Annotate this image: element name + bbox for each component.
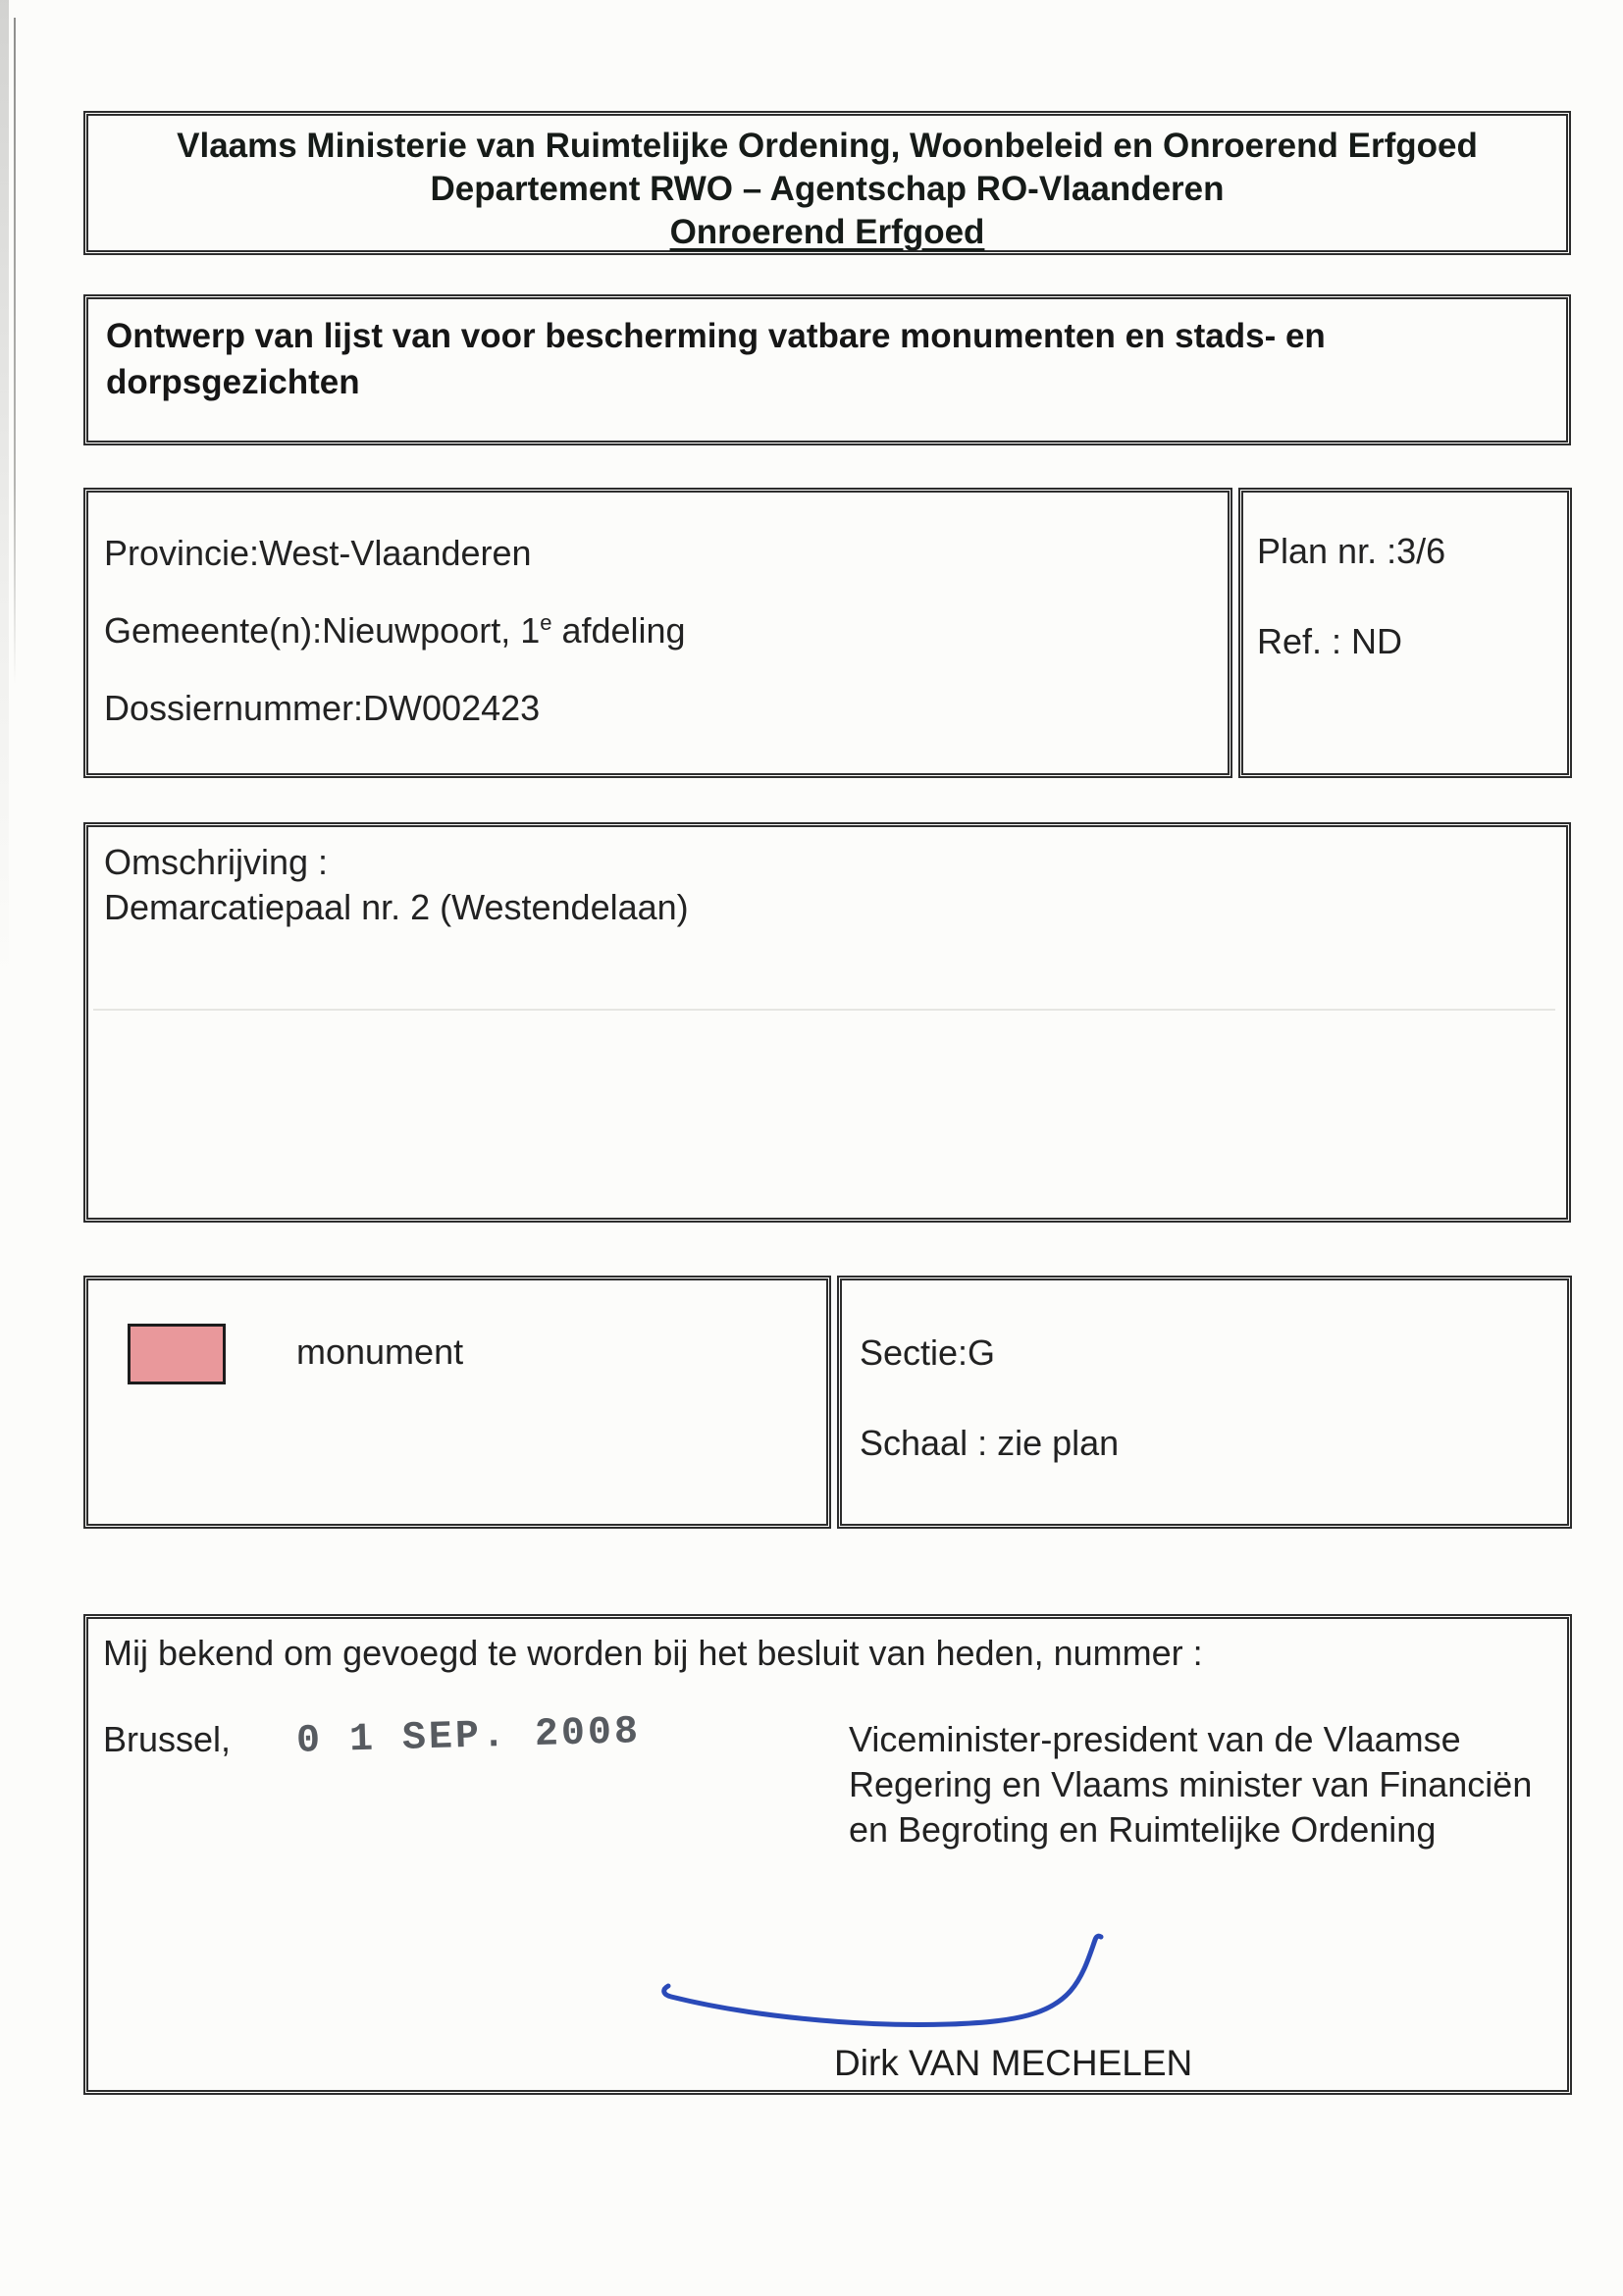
plan-reference-box <box>1238 488 1572 778</box>
ministry-header-box <box>83 111 1571 255</box>
reference: Ref. : ND <box>1257 621 1403 661</box>
department-name: Departement RWO – Agentschap RO-Vlaanderen <box>430 170 1225 208</box>
description-label: Omschrijving : <box>104 842 329 882</box>
signature-stroke <box>664 1936 1101 2024</box>
minister-name: Dirk VAN MECHELEN <box>834 2043 1193 2083</box>
minister-title: Viceminister-president van de Vlaamse Regering en Vlaams minister van Financiën en Begroting en Ruimtelijke Ordening <box>849 1719 1533 1850</box>
location-details-box <box>83 488 1232 778</box>
municipality-line <box>104 609 1228 652</box>
municipality-suffix: afdeling <box>551 610 686 651</box>
section-scale-box <box>837 1276 1572 1529</box>
monument-color-swatch <box>128 1324 226 1384</box>
municipality-superscript: e <box>540 610 552 635</box>
date-stamp: 0 1 SEP. 2008 <box>295 1710 642 1764</box>
decree-statement: Mij bekend om gevoegd te worden bij het besluit van heden, nummer : <box>103 1633 1203 1673</box>
document-title: Ontwerp van lijst van voor bescherming vatbare monumenten en stads- en dorpsgezichten <box>106 317 1326 401</box>
section-line: Sectie:G <box>860 1332 996 1373</box>
province-line: Provincie:West-Vlaanderen <box>104 533 532 573</box>
monument-label: monument <box>296 1331 464 1372</box>
legend-box <box>83 1276 831 1529</box>
municipality-prefix: Gemeente(n):Nieuwpoort, 1 <box>104 610 541 651</box>
city-label: Brussel, <box>103 1719 232 1759</box>
scale-line: Schaal : zie plan <box>860 1423 1120 1463</box>
agency-name: Onroerend Erfgoed <box>669 213 985 251</box>
description-value: Demarcatiepaal nr. 2 (Westendelaan) <box>104 887 689 927</box>
dossier-number-line: Dossiernummer:DW002423 <box>104 688 541 728</box>
signature-box <box>83 1614 1572 2095</box>
scanner-line-artifact <box>14 18 16 685</box>
scan-smudge-line <box>93 1009 1555 1011</box>
plan-number: Plan nr. :3/6 <box>1257 531 1446 571</box>
ministry-name: Vlaams Ministerie van Ruimtelijke Ordening, Woonbeleid en Onroerend Erfgoed <box>177 127 1478 165</box>
document-title-box <box>83 294 1571 445</box>
handwritten-signature <box>653 1931 1124 2041</box>
description-box <box>83 822 1571 1223</box>
scanner-edge-artifact <box>0 0 9 981</box>
